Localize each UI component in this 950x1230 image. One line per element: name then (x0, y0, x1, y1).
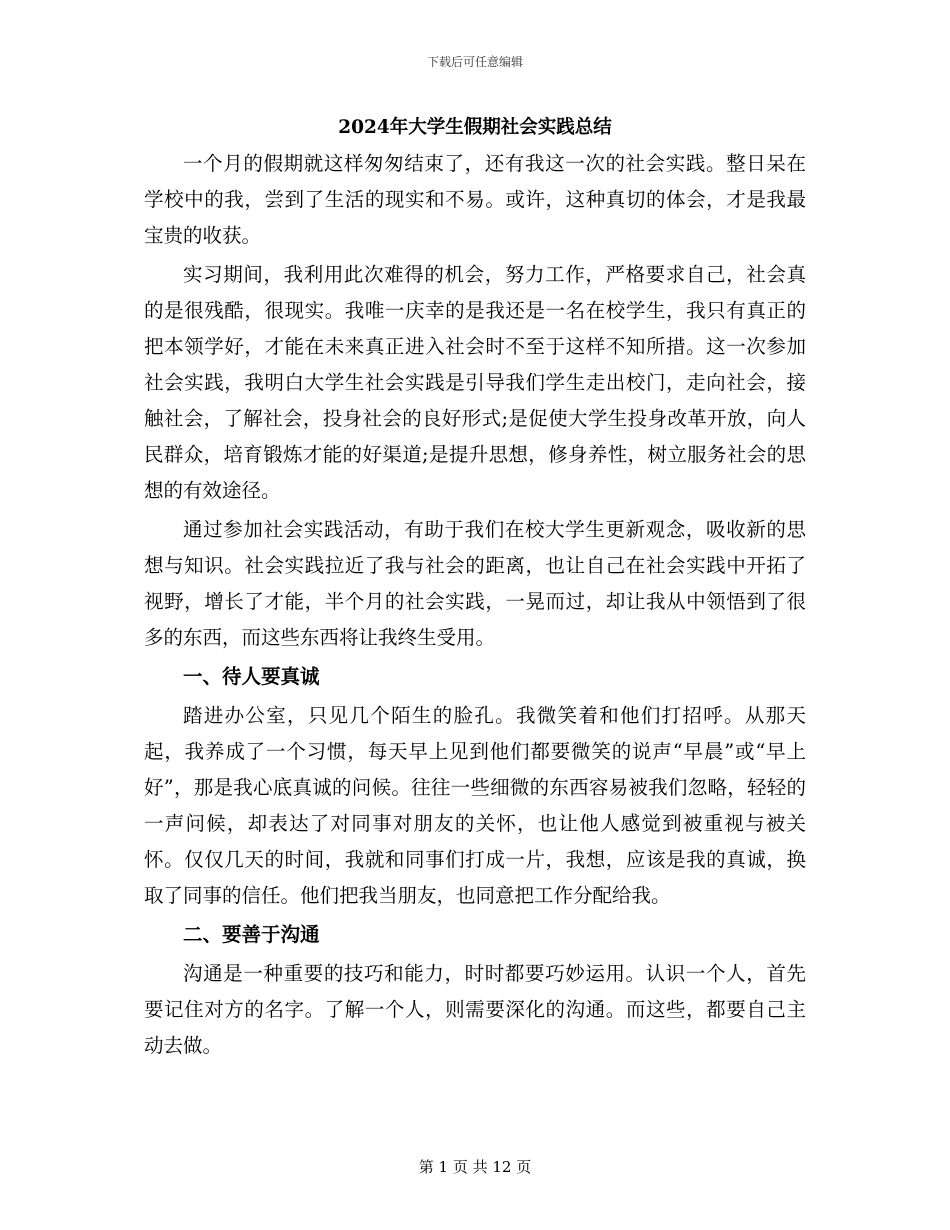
document-title: 2024年大学生假期社会实践总结 (338, 117, 612, 138)
paragraph-sincerity: 踏进办公室，只见几个陌生的脸孔。我微笑着和他们打招呼。从那天起，我养成了一个习惯，每天早上见到他们都要微笑的说声“早晨”或“早上好”，那是我心底真诚的问候。往往一些细微的东西容易被我们忽略，轻轻的一声问候，却表达了对同事对朋友的关怀，也让他人感觉到被重视与被关怀。仅仅几天的时间，我就和同事们打成一片，我想，应该是我的真诚，换取了同事的信任。他们把我当朋友，也同意把工作分配给我。 (144, 704, 806, 907)
header-note: 下载后可任意编辑 (426, 55, 523, 69)
document-body (144, 146, 806, 1064)
paragraph-internship: 实习期间，我利用此次难得的机会，努力工作，严格要求自己，社会真的是很残酷，很现实。我唯一庆幸的是我还是一名在校学生，我只有真正的把本领学好，才能在未来真正进入社会时不至于这样不知所措。这一次参加社会实践，我明白大学生社会实践是引导我们学生走出校门，走向社会，接触社会，了解社会，投身社会的良好形式;是促使大学生投身改革开放，向人民群众，培育锻炼才能的好渠道;是提升思想，修身养性，树立服务社会的思想的有效途径。 (144, 263, 806, 502)
paragraph-intro: 一个月的假期就这样匆匆结束了，还有我这一次的社会实践。整日呆在学校中的我，尝到了生活的现实和不易。或许，这种真切的体会，才是我最宝贵的收获。 (144, 152, 806, 247)
paragraph-practice: 通过参加社会实践活动，有助于我们在校大学生更新观念，吸收新的思想与知识。社会实践拉近了我与社会的距离，也让自己在社会实践中开拓了视野，增长了才能，半个月的社会实践，一晃而过，却让我从中领悟到了很多的东西，而这些东西将让我终生受用。 (144, 518, 806, 649)
section-heading-sincerity: 一、待人要真诚 (183, 665, 320, 688)
section-heading-communication: 二、要善于沟通 (183, 923, 320, 946)
paragraph-communication: 沟通是一种重要的技巧和能力，时时都要巧妙运用。认识一个人，首先要记住对方的名字。了解一个人，则需要深化的沟通。而这些，都要自己主动去做。 (144, 962, 806, 1057)
page-number-footer: 第 1 页 共 12 页 (418, 1158, 532, 1176)
